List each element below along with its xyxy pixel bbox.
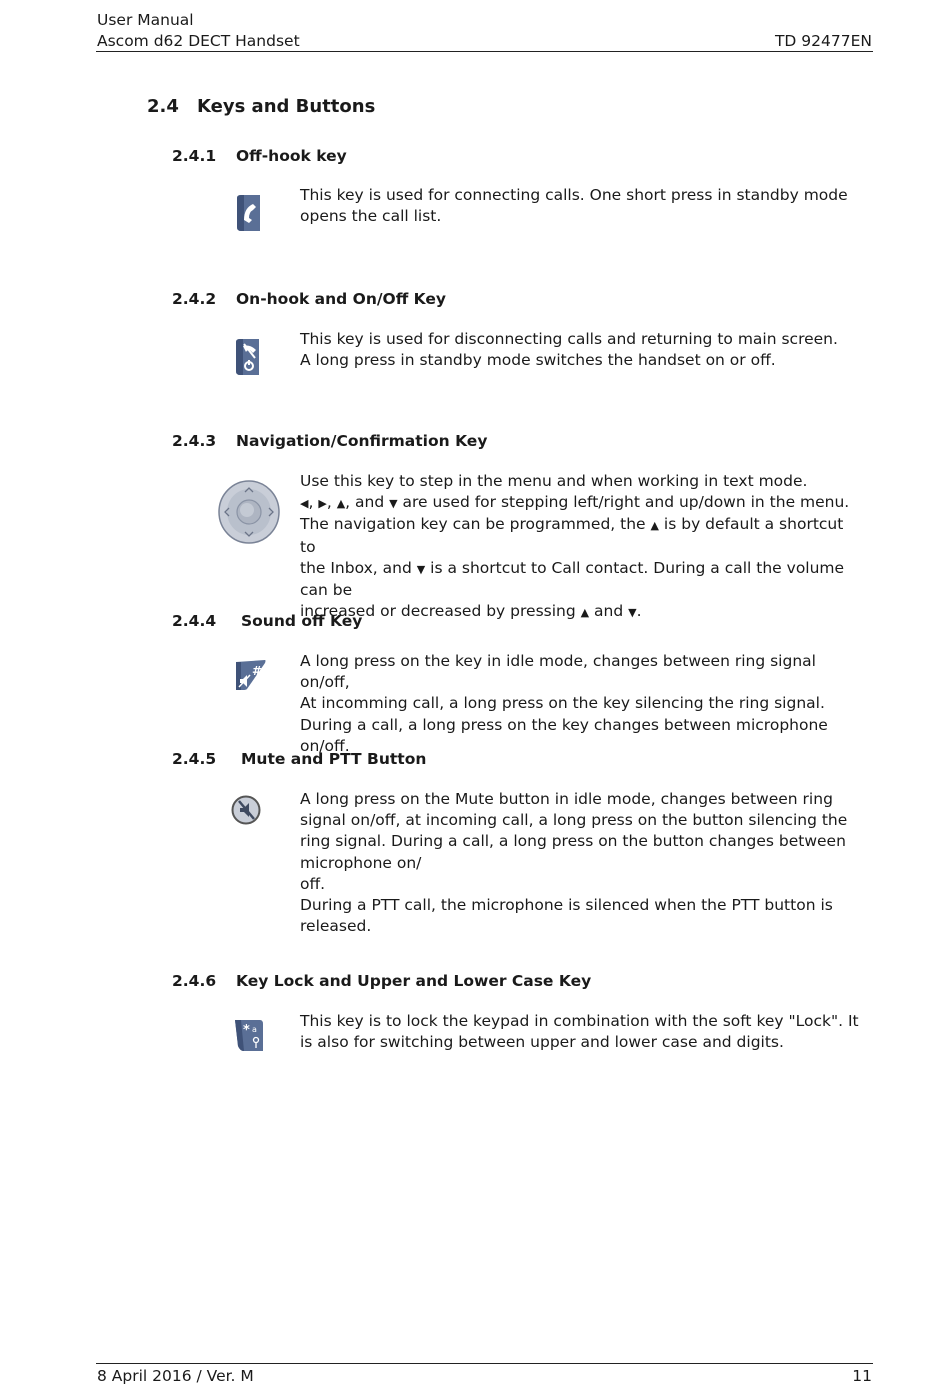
subsection-heading [172, 432, 487, 450]
subsection-text: A long press on the Mute button in idle mode, changes between ring signal on/off, at incoming call, a long press on the button silencing the ring signal. During a call, a long press on the button changes between microphone on/ off. [300, 790, 848, 893]
text-fragment: the Inbox, and [300, 558, 412, 577]
text-fragment: , [326, 493, 332, 512]
page-number: 11 [852, 1367, 872, 1385]
key-lock-icon [234, 1018, 264, 1052]
subsection-heading [172, 290, 446, 308]
subsection-number: 2.4.1 [172, 147, 217, 165]
nav-text-line [300, 492, 860, 514]
subsection-number: 2.4.4 [172, 612, 217, 630]
subsection-text: This key is used for connecting calls. One short press in standby mode opens the call list. [300, 186, 848, 226]
subsection-number: 2.4.3 [172, 432, 217, 450]
subsection-heading [172, 750, 426, 768]
left-arrow-icon: ◀ [300, 497, 309, 511]
manual-label: User Manual [97, 11, 194, 29]
product-name: Ascom d62 DECT Handset [97, 32, 300, 50]
subsection-heading [172, 612, 362, 630]
svg-text:*: * [243, 1023, 250, 1038]
down-arrow-icon: ▼ [389, 497, 398, 511]
subsection-number: 2.4.6 [172, 972, 217, 990]
subsection-text: This key is used for disconnecting calls and returning to main screen. A long press in standby mode switches the handset on or off. [300, 330, 838, 370]
off-hook-key-icon [236, 194, 262, 232]
svg-text:#: # [252, 664, 263, 678]
text-fragment: , and [345, 493, 385, 512]
text-fragment: is by default a shortcut to [300, 515, 844, 556]
subsection-title: Mute and PTT Button [241, 750, 427, 768]
section-title: Keys and Buttons [197, 96, 376, 117]
subsection-number: 2.4.2 [172, 290, 217, 308]
up-arrow-icon: ▲ [336, 497, 346, 511]
subsection-title: Navigation/Confirmation Key [236, 432, 488, 450]
text-fragment: and [594, 602, 624, 621]
right-arrow-icon: ▶ [318, 497, 327, 511]
sound-off-key-icon [235, 659, 267, 691]
subsection-title: Key Lock and Upper and Lower Case Key [236, 972, 592, 990]
text-fragment: is a shortcut to Call contact. During a call the volume can be [300, 558, 845, 600]
subsection-text-2: During a PTT call, the microphone is silenced when the PTT button is released. [300, 896, 833, 936]
section-number: 2.4 [147, 96, 179, 117]
nav-text-line [300, 514, 860, 557]
subsection-heading [172, 147, 347, 165]
text-fragment: increased or decreased by pressing [300, 602, 576, 621]
text-fragment: . [636, 602, 642, 621]
mute-button-icon [231, 795, 261, 825]
nav-text-line: Use this key to step in the menu and when working in text mode. [300, 472, 808, 490]
subsection-title: On-hook and On/Off Key [236, 290, 447, 308]
navigation-key-icon [218, 480, 280, 544]
subsection-text: A long press on the key in idle mode, changes between ring signal on/off, At incomming call, a long press on the key silencing the ring signal. During a call, a long press on the key changes between microphone on/off. [300, 652, 828, 755]
subsection-number: 2.4.5 [172, 750, 217, 768]
text-fragment: The navigation key can be programmed, the [300, 515, 646, 534]
svg-text:a: a [252, 1025, 257, 1034]
nav-text-line [300, 601, 860, 623]
footer-rule [96, 1363, 873, 1364]
subsection-heading [172, 972, 591, 990]
text-fragment: are used for stepping left/right and up/down in the menu. [402, 493, 850, 512]
on-hook-key-icon [235, 338, 261, 376]
page-header [97, 10, 300, 52]
subsection-text [300, 471, 860, 623]
footer-date-version: 8 April 2016 / Ver. M [97, 1367, 254, 1385]
up-arrow-icon: ▲ [580, 606, 590, 620]
up-arrow-icon: ▲ [650, 519, 659, 533]
subsection-title: Off-hook key [236, 147, 347, 165]
document-id: TD 92477EN [774, 32, 872, 50]
section-heading [147, 96, 375, 117]
text-fragment: , [308, 493, 314, 512]
subsection-text: This key is to lock the keypad in combination with the soft key "Lock". It is also for switching between upper and lower case and digits. [300, 1012, 859, 1052]
down-arrow-icon: ▼ [416, 562, 426, 576]
header-rule [96, 51, 873, 52]
subsection-title: Sound off Key [241, 612, 363, 630]
down-arrow-icon: ▼ [628, 606, 637, 620]
nav-text-line [300, 558, 860, 601]
